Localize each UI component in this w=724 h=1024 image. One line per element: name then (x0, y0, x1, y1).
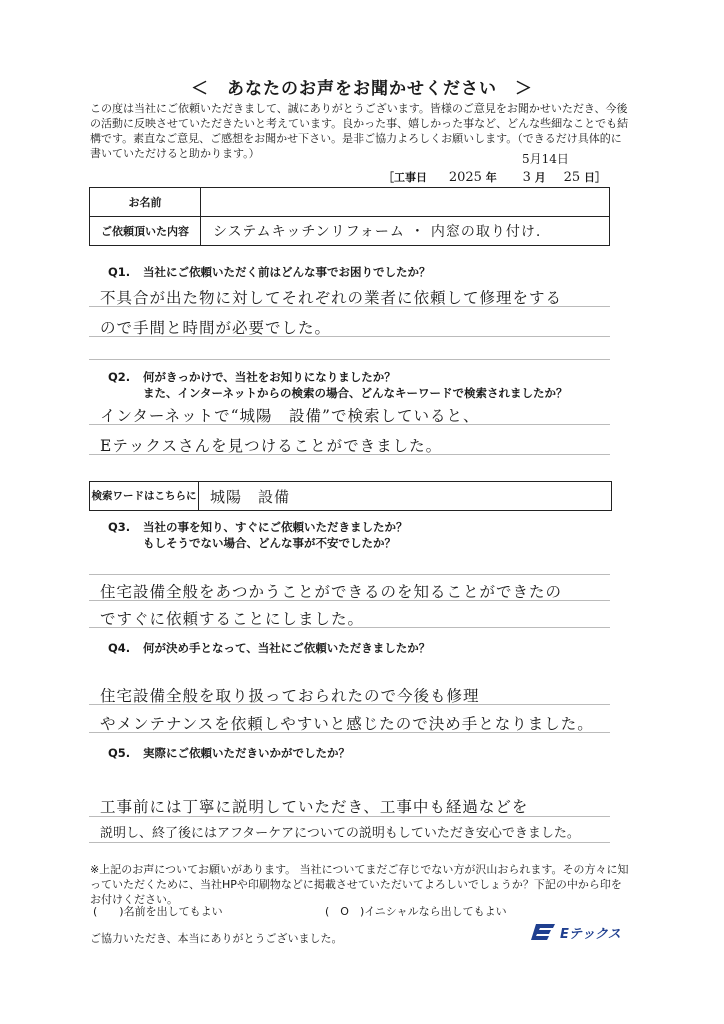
ruled-line (89, 816, 610, 817)
consent-option-initial[interactable] (325, 903, 507, 919)
ruled-line (89, 424, 610, 425)
answer-2-line-2: Eテックスさんを見つけることができました。 (100, 437, 443, 455)
handwritten-date: 5月14日 (522, 152, 569, 166)
ruled-line (89, 842, 610, 843)
thanks-text: ご協力いただき、本当にありがとうございました。 (90, 932, 343, 945)
question-1: Q1. 当社にご依頼いただく前はどんな事でお困りでしたか？ (108, 265, 431, 279)
ruled-line (89, 600, 610, 601)
question-2: Q2. 何がきっかけで、当社をお知りになりましたか？ また、インターネットからの検索の場合、どんなキーワードで検索されましたか？ (108, 370, 568, 400)
option-2-mark[interactable]: ( O ) (325, 905, 365, 918)
work-date-year: 2025 (448, 170, 482, 185)
ruled-line (89, 336, 610, 337)
answer-5-line-1: 工事前には丁寧に説明していただき、工事中も経過などを (100, 798, 529, 816)
request-field[interactable]: システムキッチンリフォーム ・ 内窓の取り付け. (201, 217, 610, 246)
work-date (383, 169, 606, 185)
option-1-mark[interactable]: ( ) (93, 905, 124, 918)
work-date-month-unit: 月 (534, 171, 546, 184)
company-logo (531, 922, 621, 942)
work-date-month: 3 (522, 170, 531, 185)
option-1-text: 名前を出してもよい (123, 905, 223, 918)
logo-text: Eテックス (560, 926, 621, 942)
answer-3-line-2: ですぐに依頼することにしました。 (100, 610, 365, 628)
question-5: Q5. 実際にご依頼いただきいかがでしたか？ (108, 746, 350, 760)
ruled-line (89, 704, 610, 705)
question-4: Q4. 何が決め手となって、当社にご依頼いただきましたか？ (108, 641, 431, 655)
consent-note: ※上記のお声についてお願いがあります。 当社についてまだご存じでない方が沢山おられます。その方々に知っていただくために、当社HPや印刷物などに掲載させていただいてよろしいでしょうか？下記の中から印をお付けください。 (90, 863, 629, 906)
answer-1-line-1: 不具合が出た物に対してそれぞれの業者に依頼して修理をする (100, 289, 563, 307)
question-3: Q3. 当社の事を知り、すぐにご依頼いただきましたか？ もしそうでない場合、どんな事が不安でしたか？ (108, 520, 408, 550)
consent-option-name[interactable] (93, 903, 223, 919)
ruled-line (89, 732, 610, 733)
answer-5-line-2: 説明し、終了後にはアフターケアについての説明もしていただき安心できました。 (100, 826, 580, 841)
answer-2-line-1: インターネットで“城陽 設備”で検索していると、 (100, 407, 480, 425)
answer-3-line-1: 住宅設備全般をあつかうことができるのを知ることができたの (100, 583, 563, 601)
page-title: ＜ あなたのお声をお聞かせください ＞ (191, 79, 533, 99)
name-field[interactable] (201, 188, 610, 217)
work-date-year-unit: 年 (485, 171, 497, 184)
ruled-line (89, 359, 610, 360)
answer-1-line-2: ので手間と時間が必要でした。 (100, 319, 332, 337)
ruled-line (89, 306, 610, 307)
keyword-label: 検索ワードはこちらに (90, 482, 199, 510)
info-table (89, 187, 610, 246)
ruled-line (89, 574, 610, 575)
answer-4-line-2: やメンテナンスを依頼しやすいと感じたので決め手となりました。 (100, 715, 594, 733)
logo-mark-icon (531, 922, 557, 942)
work-date-day: 25 (563, 170, 581, 185)
work-date-label: ［工事日 (383, 171, 427, 184)
intro-text: この度は当社にご依頼いただきまして、誠にありがとうございます。皆様のご意見をお聞かせいただき、今後の活動に反映させていただきたいと考えています。良かった事、嬉しかった事など、どんな些細なことでも結構です。素直なご意見、ご感想をお聞かせ下さい。是非ご協力よろしくお願いします。（できるだけ具体的に書いていただけると助かります。） (90, 102, 629, 160)
keyword-field[interactable]: 城陽 設備 (210, 488, 291, 506)
work-date-day-unit: 日］ (583, 171, 606, 184)
answer-4-line-1: 住宅設備全般を取り扱っておられたので今後も修理 (100, 687, 480, 705)
name-label: お名前 (90, 188, 201, 217)
ruled-line (89, 454, 610, 455)
ruled-line (89, 627, 610, 628)
request-label: ご依頼頂いた内容 (90, 217, 201, 246)
option-2-text: イニシャルなら出してもよい (364, 905, 507, 918)
keyword-box (89, 481, 612, 511)
